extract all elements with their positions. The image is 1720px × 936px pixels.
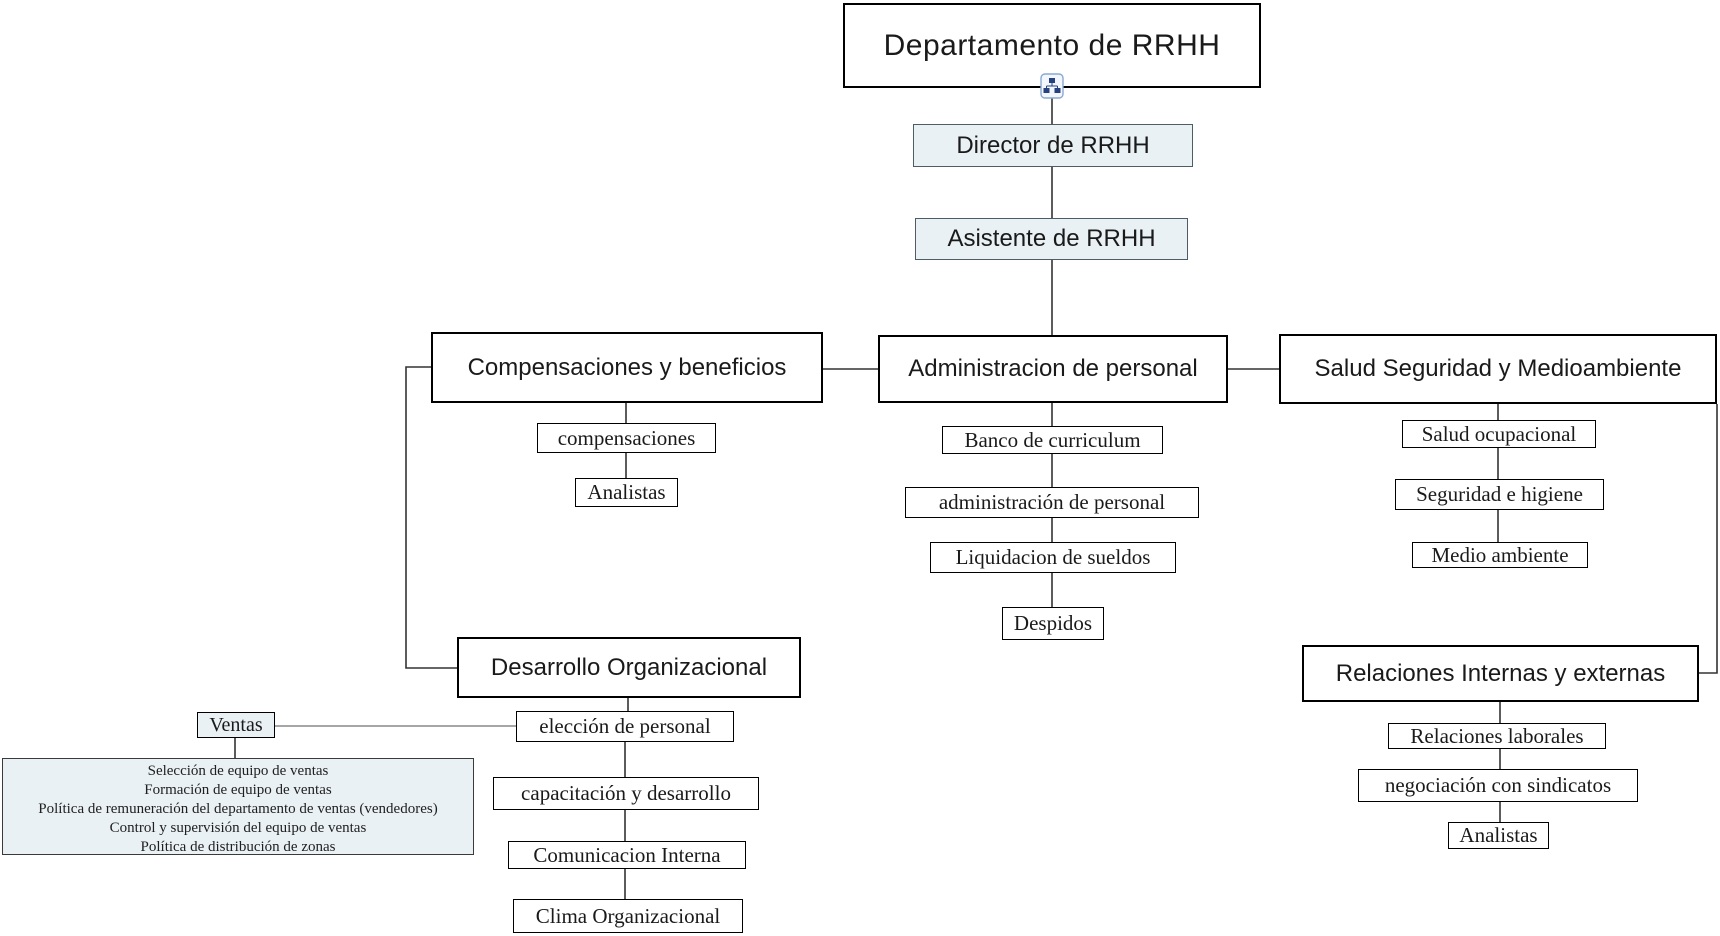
org-chart-icon[interactable] <box>1040 73 1064 99</box>
node-medio-ambiente[interactable]: Medio ambiente <box>1412 542 1588 568</box>
ventas-detail-line: Política de distribución de zonas <box>140 839 336 855</box>
node-desarrollo-organizacional[interactable]: Desarrollo Organizacional <box>457 637 801 698</box>
node-seguridad-higiene[interactable]: Seguridad e higiene <box>1395 479 1604 510</box>
node-departamento-rrhh[interactable]: Departamento de RRHH <box>843 3 1261 88</box>
ventas-detail-line: Selección de equipo de ventas <box>147 763 329 779</box>
node-compensaciones[interactable]: compensaciones <box>537 423 716 453</box>
node-comunicacion-interna[interactable]: Comunicacion Interna <box>508 841 746 869</box>
node-asistente-rrhh[interactable]: Asistente de RRHH <box>915 218 1188 260</box>
ventas-detail-line: Política de remuneración del departamento de ventas (vendedores) <box>38 801 438 817</box>
node-clima-organizacional[interactable]: Clima Organizacional <box>513 899 743 933</box>
node-capacitacion-desarrollo[interactable]: capacitación y desarrollo <box>493 777 759 810</box>
node-analistas-compensaciones[interactable]: Analistas <box>575 478 678 507</box>
node-administracion-personal[interactable]: Administracion de personal <box>878 335 1228 403</box>
node-salud-seguridad-medioambiente[interactable]: Salud Seguridad y Medioambiente <box>1279 334 1717 404</box>
node-director-rrhh[interactable]: Director de RRHH <box>913 124 1193 167</box>
ventas-detail-box[interactable] <box>2 758 474 855</box>
ventas-detail-line: Formación de equipo de ventas <box>144 782 332 798</box>
ventas-detail-line: Control y supervisión del equipo de ventas <box>109 820 367 836</box>
node-despidos[interactable]: Despidos <box>1002 607 1104 640</box>
node-relaciones-laborales[interactable]: Relaciones laborales <box>1388 723 1606 749</box>
node-liquidacion-sueldos[interactable]: Liquidacion de sueldos <box>930 542 1176 573</box>
node-negociacion-sindicatos[interactable]: negociación con sindicatos <box>1358 769 1638 802</box>
node-analistas-relaciones[interactable]: Analistas <box>1448 822 1549 849</box>
node-compensaciones-beneficios[interactable]: Compensaciones y beneficios <box>431 332 823 403</box>
node-relaciones-internas-externas[interactable]: Relaciones Internas y externas <box>1302 645 1699 702</box>
node-eleccion-personal[interactable]: elección de personal <box>516 711 734 742</box>
node-salud-ocupacional[interactable]: Salud ocupacional <box>1402 420 1596 448</box>
node-banco-curriculum[interactable]: Banco de curriculum <box>942 426 1163 454</box>
node-administracion-personal-sub[interactable]: administración de personal <box>905 487 1199 518</box>
node-ventas[interactable]: Ventas <box>197 712 275 738</box>
